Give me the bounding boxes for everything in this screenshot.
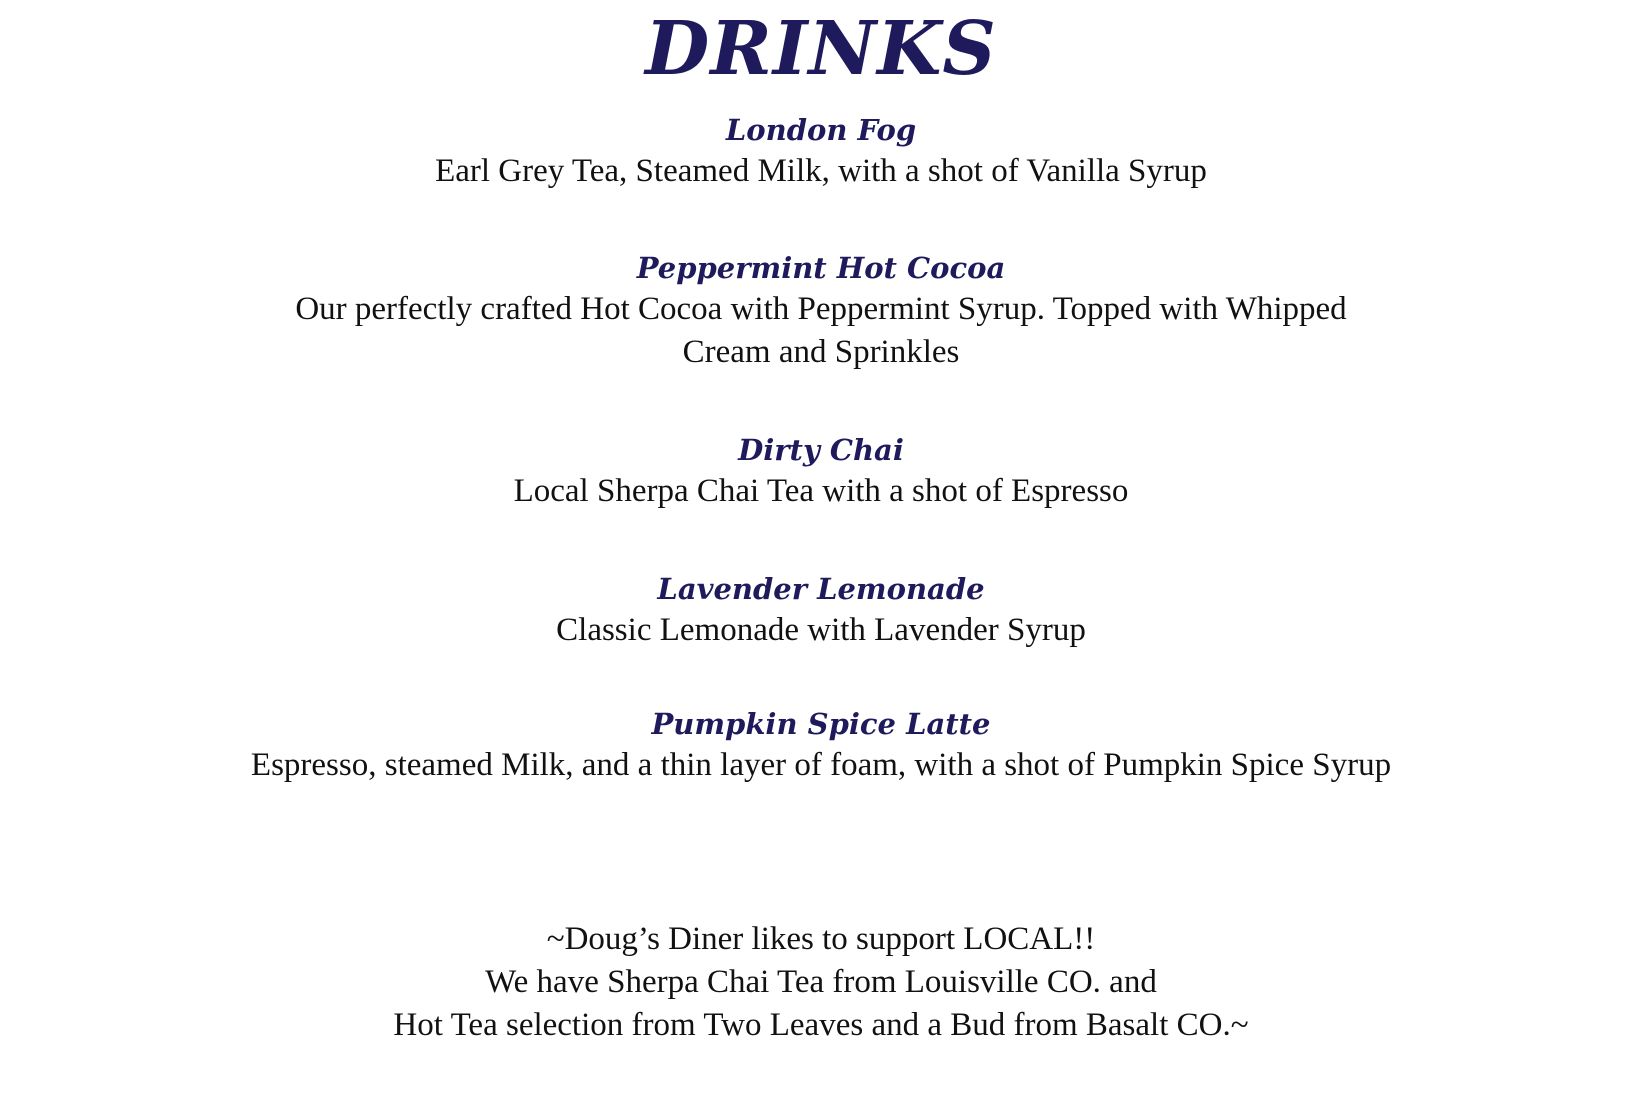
menu-item-description: Earl Grey Tea, Steamed Milk, with a shot of Vanilla Syrup <box>435 153 1207 189</box>
menu-item-name: Dirty Chai <box>738 433 904 467</box>
footer-line: ~Doug’s Diner likes to support LOCAL!! <box>546 921 1096 957</box>
footer-line: Hot Tea selection from Two Leaves and a Bud from Basalt CO.~ <box>393 1007 1249 1043</box>
menu-item-name: London Fog <box>725 113 917 147</box>
menu-item-description: Espresso, steamed Milk, and a thin layer of foam, with a shot of Pumpkin Spice Syrup <box>250 747 1392 783</box>
menu-item-london-fog <box>0 110 1642 193</box>
menu-title: DRINKS <box>645 6 997 92</box>
menu-item-description: Local Sherpa Chai Tea with a shot of Espresso <box>513 473 1129 509</box>
menu-footer-note <box>0 918 1642 1047</box>
menu-item-name: Peppermint Hot Cocoa <box>636 251 1006 285</box>
menu-item-description: Classic Lemonade with Lavender Syrup <box>556 612 1086 648</box>
menu-item-name: Pumpkin Spice Latte <box>651 707 991 741</box>
menu-item-description: Our perfectly crafted Hot Cocoa with Peppermint Syrup. Topped with Whipped Cream and Sprinkles <box>295 291 1347 370</box>
menu-item-peppermint-hot-cocoa <box>0 248 1642 374</box>
menu-item-pumpkin-spice-latte <box>0 704 1642 787</box>
menu-item-name: Lavender Lemonade <box>657 572 985 606</box>
menu-item-lavender-lemonade <box>0 569 1642 652</box>
menu-item-dirty-chai <box>0 430 1642 513</box>
footer-line: We have Sherpa Chai Tea from Louisville CO. and <box>485 964 1157 1000</box>
